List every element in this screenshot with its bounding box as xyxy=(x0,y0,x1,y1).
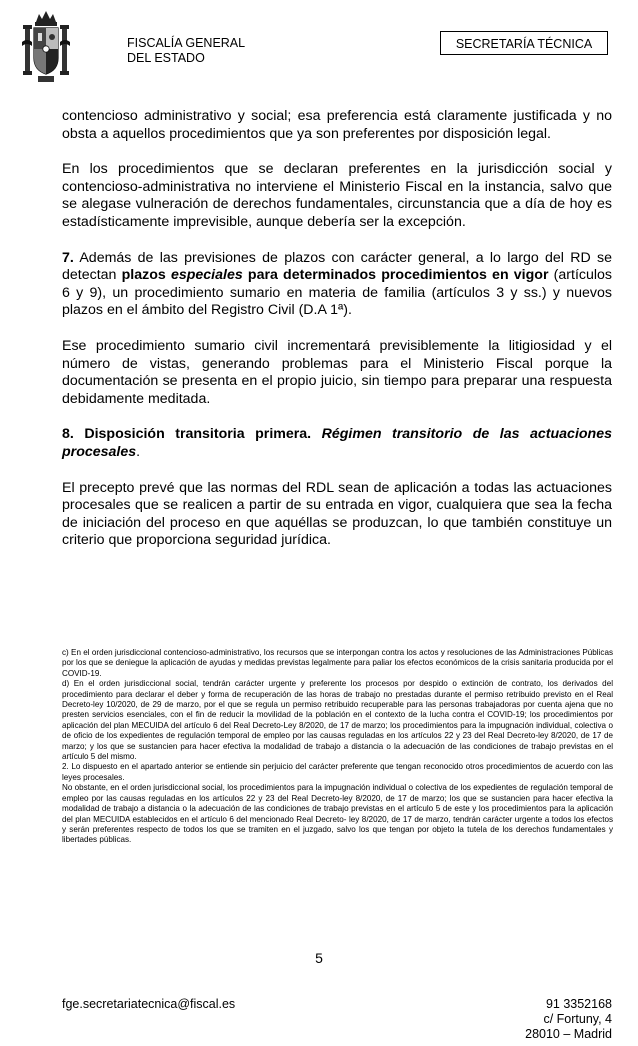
paragraph-3-rest: (artículos 6 y 9), un procedimiento sumario en materia de familia (artículos 3 y ss.) y nuevos plazos en el ámbito del Registro Civil (D.A 1ª). xyxy=(62,267,612,319)
footer-city: 28010 – Madrid xyxy=(525,1027,612,1041)
paragraph-4: Ese procedimiento sumario civil incrementará previsiblemente la litigiosidad y el número de vistas, generando problemas para el Ministerio Fiscal porque la documentación se presenta en el propio juicio, sin tiempo para preparar una respuesta debidamente meditada. xyxy=(62,337,612,407)
footnote-nota: No obstante, en el orden jurisdiccional social, los procedimientos para la impugnación individual o colectiva de los expedientes de regulación temporal de empleo por las causas reguladas en los artículos 22 y 23 del Real Decreto-ley 8/2020, de 17 de marzo; los que se sustancien para hacer efectiva la modalidad de trabajo a distancia o la adecuación de las condiciones de trabajo previstas en el artículo 5 de este y los procedimientos para la aplicación del plan MECUIDA establecidos en el artículo 6 del mencionado Real Decreto- ley 8/2020, de 17 de marzo, tendrán carácter urgente a todos los efectos y serán preferentes respecto de todos los que se tramiten en el juzgado, salvo los que tengan por objeto la tutela de los derechos fundamentales y libertades públicas. xyxy=(62,783,613,845)
highlight-part-1: plazos xyxy=(121,267,171,284)
section-number-7: 7. xyxy=(62,249,74,266)
footnote-2: 2. Lo dispuesto en el apartado anterior se entiende sin perjuicio del carácter preferente que tengan reconocido otros procedimientos de acuerdo con las leyes procesales. xyxy=(62,762,613,782)
heading-8-period: . xyxy=(136,443,141,460)
footnote-d: d) En el orden jurisdiccional social, tendrán carácter urgente y preferente los procesos por despido o extinción de contrato, los derivados del procedimiento para declarar el deber y forma de recuperación de las horas de trabajo no prestadas durante el permiso retribuido previsto en el Real Decreto-ley 10/2020, de 29 de marzo, por el que se regula un permiso retribuido recuperable para las personas trabajadoras por cuenta ajena que no presten servicios esenciales, con el fin de reducir la movilidad de la población en el contexto de la lucha contra el COVID-19; los procedimientos por aplicación del plan MECUIDA del artículo 6 del Real Decreto-Ley 8/2020, de 17 de marzo; los procedimientos para la impugnación individual, colectiva o de oficio de los expedientes de regulación temporal de empleo por las causas reguladas en los artículos 22 y 23 del Real Decreto-ley 8/2020, de 17 de marzo; y los que se sustancien para hacer efectiva la modalidad de trabajo a distancia o la adecuación de las condiciones de trabajo previstas en el artículo 5 del mismo. xyxy=(62,679,613,762)
footer-street: c/ Fortuny, 4 xyxy=(543,1012,612,1026)
paragraph-3-intro: Además de las previsiones de plazos con carácter general, a lo largo del RD se detectan xyxy=(62,249,612,284)
footnote-c: c) En el orden jurisdiccional contencioso-administrativo, los recursos que se interpongan contra los actos y resoluciones de las Administraciones Públicas por los que se deniegue la aplicación de ayudas y medidas previstas legalmente para paliar los efectos económicos de la crisis sanitaria producida por el COVID-19. xyxy=(62,648,613,678)
page-number: 5 xyxy=(315,950,323,966)
org-line-2: DEL ESTADO xyxy=(127,51,205,65)
heading-8-subtitle: Régimen transitorio de las actuaciones procesales xyxy=(62,426,612,460)
coat-of-arms-icon xyxy=(22,8,70,84)
org-line-1: FISCALÍA GENERAL xyxy=(127,36,246,50)
paragraph-2: En los procedimientos que se declaran preferentes en la jurisdicción social y contencioso-administrativa no interviene el Ministerio Fiscal en la instancia, salvo que se alegase vulneración de derechos fundamentales, circunstancia que a día de hoy es estadísticamente imprevisible, aunque debería ser la excepción. xyxy=(62,161,612,230)
footer-email: fge.secretariatecnica@fiscal.es xyxy=(62,997,236,1011)
footer-address xyxy=(525,997,612,1042)
highlight-part-3: para determinados procedimientos en vigor xyxy=(242,267,549,284)
heading-8-title: 8. Disposición transitoria primera. xyxy=(62,426,312,443)
paragraph-3 xyxy=(62,250,612,320)
organization-name xyxy=(127,36,245,66)
main-body xyxy=(62,108,612,568)
highlight-part-2: especiales xyxy=(170,267,243,284)
section-badge: SECRETARÍA TÉCNICA xyxy=(440,31,608,55)
paragraph-1: contencioso administrativo y social; esa preferencia está claramente justificada y no obsta a aquellos procedimientos que ya son preferentes por disposición legal. xyxy=(62,108,612,142)
paragraph-5: El precepto prevé que las normas del RDL sean de aplicación a todas las actuaciones procesales que se realicen a partir de su entrada en vigor, cualquiera que sea la fecha de iniciación del proceso en que aquéllas se produzcan, lo que también constituye un criterio que proporciona seguridad jurídica. xyxy=(62,479,612,549)
section-8-heading xyxy=(62,426,612,461)
paragraph-3-highlight xyxy=(122,267,549,283)
footer-phone: 91 3352168 xyxy=(545,997,612,1011)
footnotes xyxy=(62,648,613,846)
